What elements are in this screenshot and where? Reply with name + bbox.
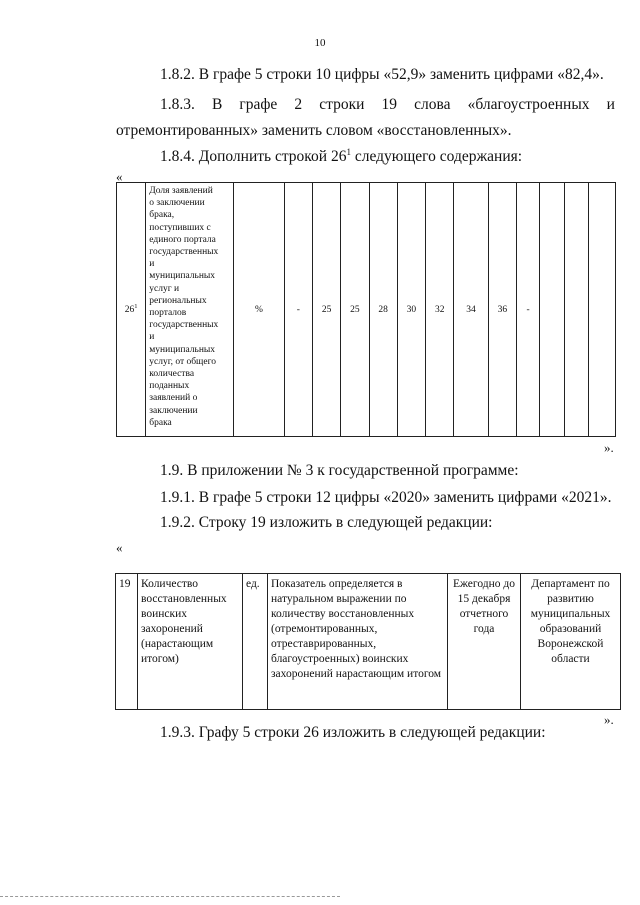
description-line: государственных — [149, 247, 219, 258]
close-quote-1: ». — [604, 440, 614, 455]
value-cell — [588, 183, 615, 437]
open-quote-2: « — [116, 540, 123, 555]
description-line: заявлений о — [149, 393, 198, 404]
paragraph-1-8-3-line2: отремонтированных» заменить словом «восстановленных». — [116, 122, 512, 139]
description-line: поданных — [149, 381, 190, 392]
unit-cell: % — [234, 183, 285, 437]
description-line: заключении — [149, 405, 198, 416]
word: графе — [239, 96, 278, 113]
description-line: муниципальных — [149, 344, 216, 355]
value-cell — [540, 183, 565, 437]
t2-unit-cell: ед. — [243, 574, 268, 710]
value-cell: 28 — [369, 183, 397, 437]
description-line: порталов — [149, 308, 187, 319]
word: 1.8.3. — [160, 96, 195, 113]
description-text — [146, 183, 233, 431]
word: строки — [319, 96, 365, 113]
value-cell: 25 — [312, 183, 340, 437]
description-line: брака, — [149, 210, 175, 221]
word: В — [211, 96, 223, 113]
description-line: единого портала — [149, 234, 216, 245]
paragraph-1-8-4-prefix: 1.8.4. Дополнить строкой 26 — [160, 148, 347, 166]
description-line: и — [149, 259, 155, 270]
paragraph-1-8-3-line1 — [160, 96, 615, 114]
value-cell: 36 — [488, 183, 516, 437]
t2-deadline-cell: Ежегодно до 15 декабря отчетного года — [448, 574, 521, 710]
description-line: государственных — [149, 320, 219, 331]
t2-name-cell: Количество восстановленных воинских захоронений (нарастающим итогом) — [138, 574, 243, 710]
description-line: муниципальных — [149, 271, 216, 282]
value-cell: 32 — [426, 183, 454, 437]
open-quote-1: « — [116, 169, 123, 184]
close-quote-2: ». — [604, 712, 614, 727]
row-number-cell: $26^1$ — [117, 183, 146, 437]
indicator-table-row-19 — [115, 573, 621, 710]
word: 2 — [294, 96, 303, 113]
value-cell: 34 — [454, 183, 488, 437]
word: и — [606, 96, 615, 113]
description-line: поступивших с — [149, 222, 211, 233]
t2-responsible-cell: Департамент по развитию муниципальных образований Воронежской области — [521, 574, 621, 710]
description-line: Доля заявлений — [149, 186, 213, 196]
paragraph-1-8-4-suffix: следующего содержания: — [350, 148, 523, 166]
description-line: региональных — [149, 295, 207, 306]
paragraph-1-8-2: 1.8.2. В графе 5 строки 10 цифры «52,9» заменить цифрами «82,4». — [160, 66, 604, 83]
description-line: о заключении — [149, 198, 205, 209]
t2-number-cell: 19 — [116, 574, 138, 710]
paragraph-1-9-3: 1.9.3. Графу 5 строки 26 изложить в следующей редакции: — [160, 724, 546, 741]
paragraph-1-8-4 — [160, 147, 522, 166]
description-line: услуг, от общего — [149, 356, 216, 367]
value-cell: 25 — [341, 183, 369, 437]
t2-method-cell: Показатель определяется в натуральном выражении по количеству восстановленных (отремонтированных, отреставрированных, благоустроенных) воинских захоронений нарастающим итогом — [268, 574, 448, 710]
word: 19 — [381, 96, 398, 113]
footer-divider — [0, 896, 340, 897]
paragraph-1-9-1: 1.9.1. В графе 5 строки 12 цифры «2020» заменить цифрами «2021». — [160, 489, 612, 506]
value-cell: - — [284, 183, 312, 437]
description-cell — [146, 183, 234, 437]
page-number: 10 — [314, 37, 326, 49]
paragraph-1-9-2: 1.9.2. Строку 19 изложить в следующей редакции: — [160, 514, 493, 531]
description-line: количества — [149, 369, 195, 380]
word: слова — [414, 96, 451, 113]
description-line: услуг и — [149, 283, 180, 294]
paragraph-1-8-4-sup: 1 — [346, 147, 351, 157]
value-cell — [565, 183, 588, 437]
description-line: и — [149, 332, 155, 343]
value-cell: 30 — [397, 183, 425, 437]
indicator-table-row-26-1 — [116, 182, 616, 437]
paragraph-1-9: 1.9. В приложении № 3 к государственной программе: — [160, 462, 519, 479]
word: «благоустроенных — [467, 96, 590, 113]
value-cell: - — [516, 183, 539, 437]
description-line: брака — [149, 417, 172, 428]
